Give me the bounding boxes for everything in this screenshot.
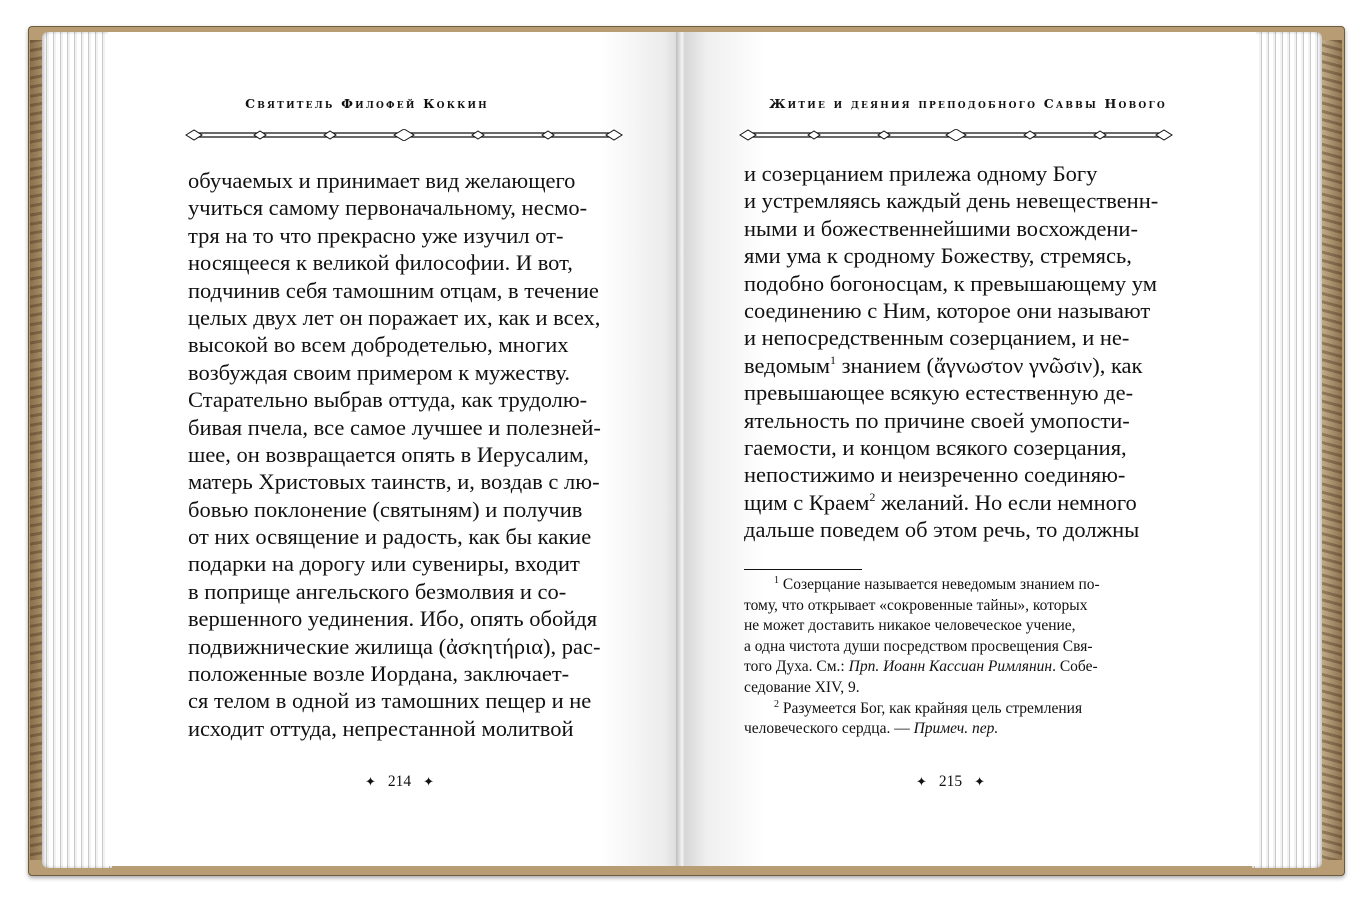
text-line: носящееся к великой философии. И вот,: [188, 250, 573, 276]
text-line: бовью поклонение (святыням) и получив: [188, 496, 583, 522]
footnote-line: а одна чистота души посредством просвещения Свя-: [744, 637, 1093, 655]
text-line: ятельность по причине своей умопости-: [744, 407, 1130, 433]
text-line: соединению с Ним, которое они называют: [744, 297, 1151, 323]
text-line: ными и божественнейшими восхождени-: [744, 215, 1138, 241]
footnote-line: седование XIV, 9.: [744, 678, 860, 696]
text-line: высокой во всем добродетелью, многих: [188, 332, 569, 358]
header-ornament-right: [738, 129, 1174, 141]
running-head-right: Житие и деяния преподобного Саввы Нового: [769, 96, 1167, 111]
text-line: непостижимо и неизреченно соединяю-: [744, 462, 1126, 488]
folio-ornament-icon: ✦: [423, 774, 435, 789]
text-line: положенные возле Иордана, заключает-: [188, 661, 570, 687]
text-line: и созерцанием прилежа одному Богу: [744, 161, 1098, 186]
right-body-text: [744, 160, 1168, 543]
page-edges-right: [1252, 32, 1322, 868]
text-line: и устремляясь каждый день невещественн-: [744, 188, 1159, 214]
running-head-left: Святитель Филофей Коккин: [245, 96, 489, 111]
page-number: 214: [387, 773, 412, 790]
text-line: ся телом в одной из тамошних пещер и не: [188, 688, 592, 714]
left-page: [108, 32, 682, 866]
folio-ornament-icon: ✦: [974, 774, 986, 789]
left-body-text: [188, 167, 613, 742]
footnote-separator: [744, 569, 862, 570]
folio-ornament-icon: ✦: [916, 774, 927, 789]
text-line: от них освящение и радость, как бы какие: [188, 524, 592, 550]
text-line: возбуждая своим примером к мужеству.: [188, 359, 571, 385]
text-line: и непосредственным созерцанием, и не-: [744, 325, 1130, 351]
footnote-line: тому, что открывает «сокровенные тайны», которых: [744, 596, 1088, 614]
footnote-line: человеческого сердца. — Примеч. пер.: [744, 720, 999, 738]
text-line: исходит оттуда, непрестанной молитвой: [188, 715, 574, 741]
text-line: бивая пчела, все самое лучшее и полезней-: [188, 414, 601, 440]
text-line: гаемости, и концом всякого созерцания,: [744, 434, 1127, 460]
page-number: 215: [938, 773, 963, 790]
footnotes: [744, 575, 1168, 740]
footnote-1: $^1$ Созерцание называется неведомым знанием по-: [774, 575, 1100, 593]
page-edges-left: [42, 32, 112, 868]
text-line: в поприще ангельского безмолвия и со-: [188, 578, 567, 604]
text-line: ведомым$^1$ знанием (ἄγνωστον γνῶσιν), как: [744, 352, 1143, 378]
text-line: ями ума к сродному Божеству, стремясь,: [744, 243, 1132, 269]
cited-author: Прп. Иоанн Кассиан Римлянин: [848, 658, 1053, 676]
text-line: щим с Краем$^2$ желаний. Но если немного: [744, 489, 1137, 515]
text-line: Старательно выбрав оттуда, как трудолю-: [188, 387, 588, 413]
folio-ornament-icon: ✦: [365, 774, 376, 789]
header-ornament-left: [184, 129, 624, 141]
footnote-ref-1[interactable]: 1: [830, 352, 837, 367]
page-number-215: [916, 773, 985, 791]
text-line: вершенного уединения. Ибо, опять обойдя: [188, 606, 598, 632]
footnote-line: того Духа. См.: Прп. Иоанн Кассиан Римлянин. Собе-: [744, 658, 1098, 676]
footnote-ref-2[interactable]: 2: [869, 489, 876, 504]
page-number-214: [365, 773, 434, 791]
text-line: подарки на дорогу или сувениры, входит: [188, 551, 580, 577]
footnote-line: не может доставить никакое человеческое учение,: [744, 617, 1076, 635]
text-line: целых двух лет он поражает их, как и всех,: [188, 304, 601, 330]
text-line: превышающее всякую естественную де-: [744, 380, 1134, 406]
text-line: подвижнические жилища (ἀσκητήρια), рас-: [188, 633, 601, 659]
text-line: учиться самому первоначальному, несмо-: [188, 195, 588, 221]
text-line: шее, он возвращается опять в Иерусалим,: [188, 441, 589, 467]
text-line: подчинив себя тамошним отцам, в течение: [188, 277, 599, 303]
text-line: подобно богоносцам, к превышающему ум: [744, 270, 1157, 296]
right-page: [684, 32, 1256, 866]
text-line: обучаемых и принимает вид желающего: [188, 168, 576, 193]
text-line: матерь Христовых таинств, и, воздав с лю-: [188, 469, 600, 495]
text-line: тря на то что прекрасно уже изучил от-: [188, 222, 564, 248]
text-line: дальше поведем об этом речь, то должны: [744, 517, 1140, 543]
footnote-2: $^2$ Разумеется Бог, как крайняя цель стремления: [774, 698, 1083, 717]
translator-note: Примеч. пер.: [913, 720, 999, 738]
